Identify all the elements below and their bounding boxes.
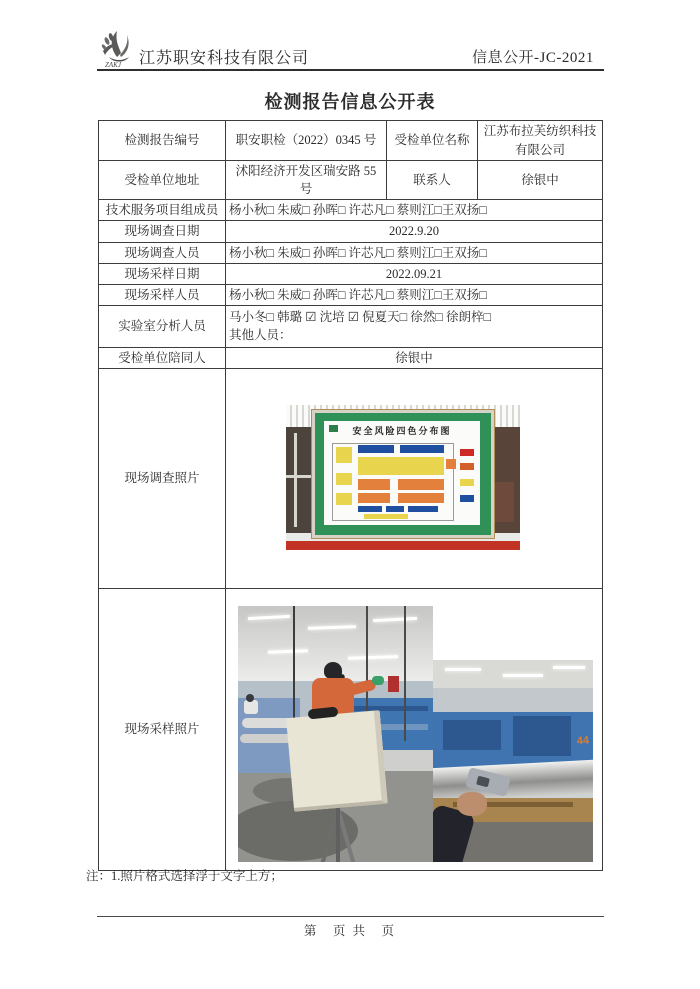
lab-members: 马小冬□ 韩璐 ☑ 沈培 ☑ 倪夏天□ 徐然□ 徐朗梓□: [229, 310, 491, 325]
board-title: 安全风险四色分布图: [352, 426, 452, 436]
distant-worker: [244, 700, 258, 714]
risk-block-orange: [358, 493, 390, 503]
team-members: 杨小秋□ 朱威□ 孙晖□ 许芯凡□ 蔡则江□王双扬□: [226, 200, 603, 221]
legend-orange: [460, 463, 474, 470]
table-row: [99, 347, 603, 368]
report-no-value: 职安职检（2022）0345 号: [226, 121, 387, 161]
zakj-logo-icon: [97, 27, 139, 69]
unit-addr-value: 沭阳经济开发区瑞安路 55 号: [226, 161, 387, 200]
table-row: [99, 221, 603, 242]
risk-block-orange: [446, 459, 456, 469]
zakj-logo-glyph: [97, 27, 139, 69]
window-reflection: [494, 482, 514, 522]
table-row: [99, 305, 603, 347]
legend-yellow: [460, 479, 474, 486]
risk-block-orange: [398, 479, 444, 490]
safety-board: [312, 410, 494, 538]
risk-block-orange: [398, 493, 444, 503]
table-row: [99, 161, 603, 200]
survey-staff-value: 杨小秋□ 朱威□ 孙晖□ 许芯凡□ 蔡则江□王双扬□: [226, 242, 603, 263]
risk-block-blue: [400, 445, 444, 453]
table-row: [99, 589, 603, 871]
risk-block-yellow: [336, 493, 352, 505]
table-row: [99, 284, 603, 305]
ceiling-light: [503, 674, 543, 677]
sample-date-label: 现场采样日期: [99, 263, 226, 284]
contact-value: 徐银中: [478, 161, 603, 200]
sampling-photo-wide: [238, 606, 433, 862]
risk-block-blue: [408, 506, 438, 512]
risk-block-orange: [358, 479, 390, 490]
table-row: [99, 121, 603, 161]
page-footer: 第 页 共 页: [303, 924, 397, 938]
table-row: [99, 263, 603, 284]
machine-number: 44: [576, 734, 590, 748]
risk-block-blue: [358, 445, 394, 453]
red-sign: [388, 676, 399, 692]
unit-name-value: 江苏布拉芙纺织科技有限公司: [478, 121, 603, 161]
survey-photo-label: 现场调查照片: [99, 369, 226, 589]
survey-photo-cell: [226, 369, 603, 589]
risk-block-yellow: [336, 447, 352, 463]
header-rule: [97, 69, 604, 71]
table-row: [99, 369, 603, 589]
legend-red: [460, 449, 474, 456]
escort-value: 徐银中: [226, 347, 603, 368]
form-table: [98, 120, 603, 871]
note-text: 注：1.照片格式选择浮于文字上方；: [86, 869, 283, 883]
risk-block-yellow: [336, 473, 352, 485]
table-row: [99, 200, 603, 221]
page-title: 检测报告信息公开表: [264, 92, 436, 112]
worker-hand: [457, 792, 487, 816]
doc-code: 信息公开-JC-2021: [472, 50, 594, 66]
risk-block-yellow: [358, 457, 444, 475]
sampling-photo-closeup: [433, 660, 593, 862]
svg-text:ZAKJ: ZAKJ: [105, 61, 121, 69]
company-name: 江苏职安科技有限公司: [139, 50, 310, 67]
risk-block-yellow: [364, 514, 408, 519]
safety-poster: [324, 421, 480, 525]
machine-detail: [443, 720, 501, 750]
escort-label: 受检单位陪同人: [99, 347, 226, 368]
window-frame: [294, 433, 297, 527]
distant-worker-head: [246, 694, 254, 702]
table-row: [99, 242, 603, 263]
ceiling-light: [445, 668, 481, 671]
footer-rule: [97, 916, 604, 917]
report-no-label: 检测报告编号: [99, 121, 226, 161]
red-stripe: [286, 541, 520, 550]
risk-block-blue: [358, 506, 382, 512]
ceiling-light: [553, 666, 585, 669]
survey-photo: [286, 405, 520, 550]
unit-name-label: 受检单位名称: [387, 121, 478, 161]
contact-label: 联系人: [387, 161, 478, 200]
glove: [372, 676, 384, 685]
lab-staff-cell: [226, 305, 603, 347]
survey-date-value: 2022.9.20: [226, 221, 603, 242]
sampling-box: [286, 710, 388, 812]
fabric-beam: [433, 760, 593, 803]
legend-blue: [460, 495, 474, 502]
lab-staff-label: 实验室分析人员: [99, 305, 226, 347]
sample-photo-cell: [226, 589, 603, 871]
risk-block-blue: [386, 506, 404, 512]
lab-others: 其他人员：: [229, 328, 292, 343]
team-label: 技术服务项目组成员: [99, 200, 226, 221]
survey-staff-label: 现场调查人员: [99, 242, 226, 263]
sample-staff-label: 现场采样人员: [99, 284, 226, 305]
survey-date-label: 现场调查日期: [99, 221, 226, 242]
sample-staff-value: 杨小秋□ 朱威□ 孙晖□ 许芯凡□ 蔡则江□王双扬□: [226, 284, 603, 305]
unit-addr-label: 受检单位地址: [99, 161, 226, 200]
support-pole: [404, 606, 406, 741]
sample-date-value: 2022.09.21: [226, 263, 603, 284]
sample-photo-label: 现场采样照片: [99, 589, 226, 871]
